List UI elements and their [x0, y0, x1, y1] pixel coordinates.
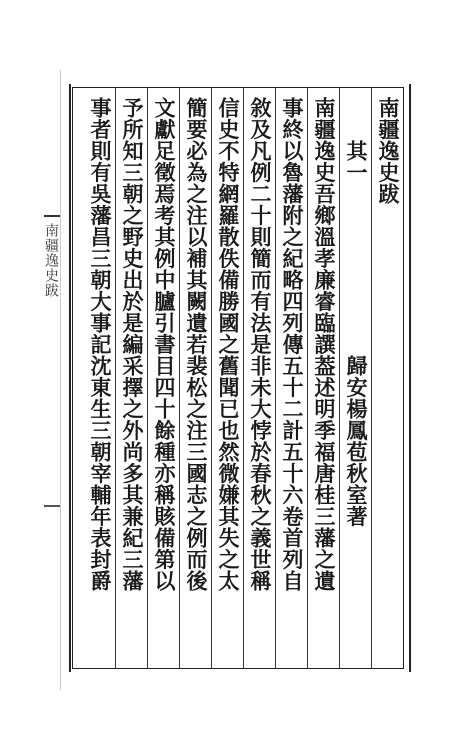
column-rule — [211, 88, 212, 668]
margin-mark-top — [44, 215, 60, 217]
column-text-1: 南疆逸史吾鄉溫孝廉睿臨譔葢述明季福唐桂三藩之遺 — [312, 97, 337, 592]
column-text-5: 簡要必為之注以補其闕遺若裴松之注三國志之例而後 — [184, 97, 209, 592]
column-title: 南疆逸史跋 — [376, 97, 401, 205]
frame-left-border — [69, 84, 71, 672]
margin-mark-bottom — [44, 505, 60, 507]
frame-right-border — [409, 84, 411, 672]
column-rule — [115, 88, 116, 668]
column-rule — [307, 88, 308, 668]
column-rule — [179, 88, 180, 668]
column-rule — [371, 88, 372, 668]
fold-line — [60, 70, 61, 690]
column-rule — [147, 88, 148, 668]
column-rule — [243, 88, 244, 668]
column-subtitle-author: 其一 歸安楊鳳苞秋室著 — [344, 97, 369, 527]
margin-title: 南疆逸史跋 — [43, 223, 59, 298]
column-rule — [339, 88, 340, 668]
column-text-0: 事者則有吳藩昌三朝大事記沈東生三朝宰輔年表封爵 — [88, 97, 113, 592]
column-text-4: 信史不特網羅散佚備勝國之舊聞已也然微嫌其失之太 — [216, 97, 241, 592]
column-rule — [275, 88, 276, 668]
column-text-3: 敘及凡例二十則簡而有法是非未大悖於春秋之義世稱 — [248, 97, 273, 592]
column-text-7: 予所知三朝之野史出於是編采擇之外尚多其兼紀三藩 — [120, 97, 145, 592]
column-text-6: 文獻足徵焉考其例中臚引書目四十餘種亦稱賅備第以 — [152, 97, 177, 592]
column-text-2: 事終以魯藩附之紀略四列傳五十二計五十六卷首列自 — [280, 97, 305, 592]
